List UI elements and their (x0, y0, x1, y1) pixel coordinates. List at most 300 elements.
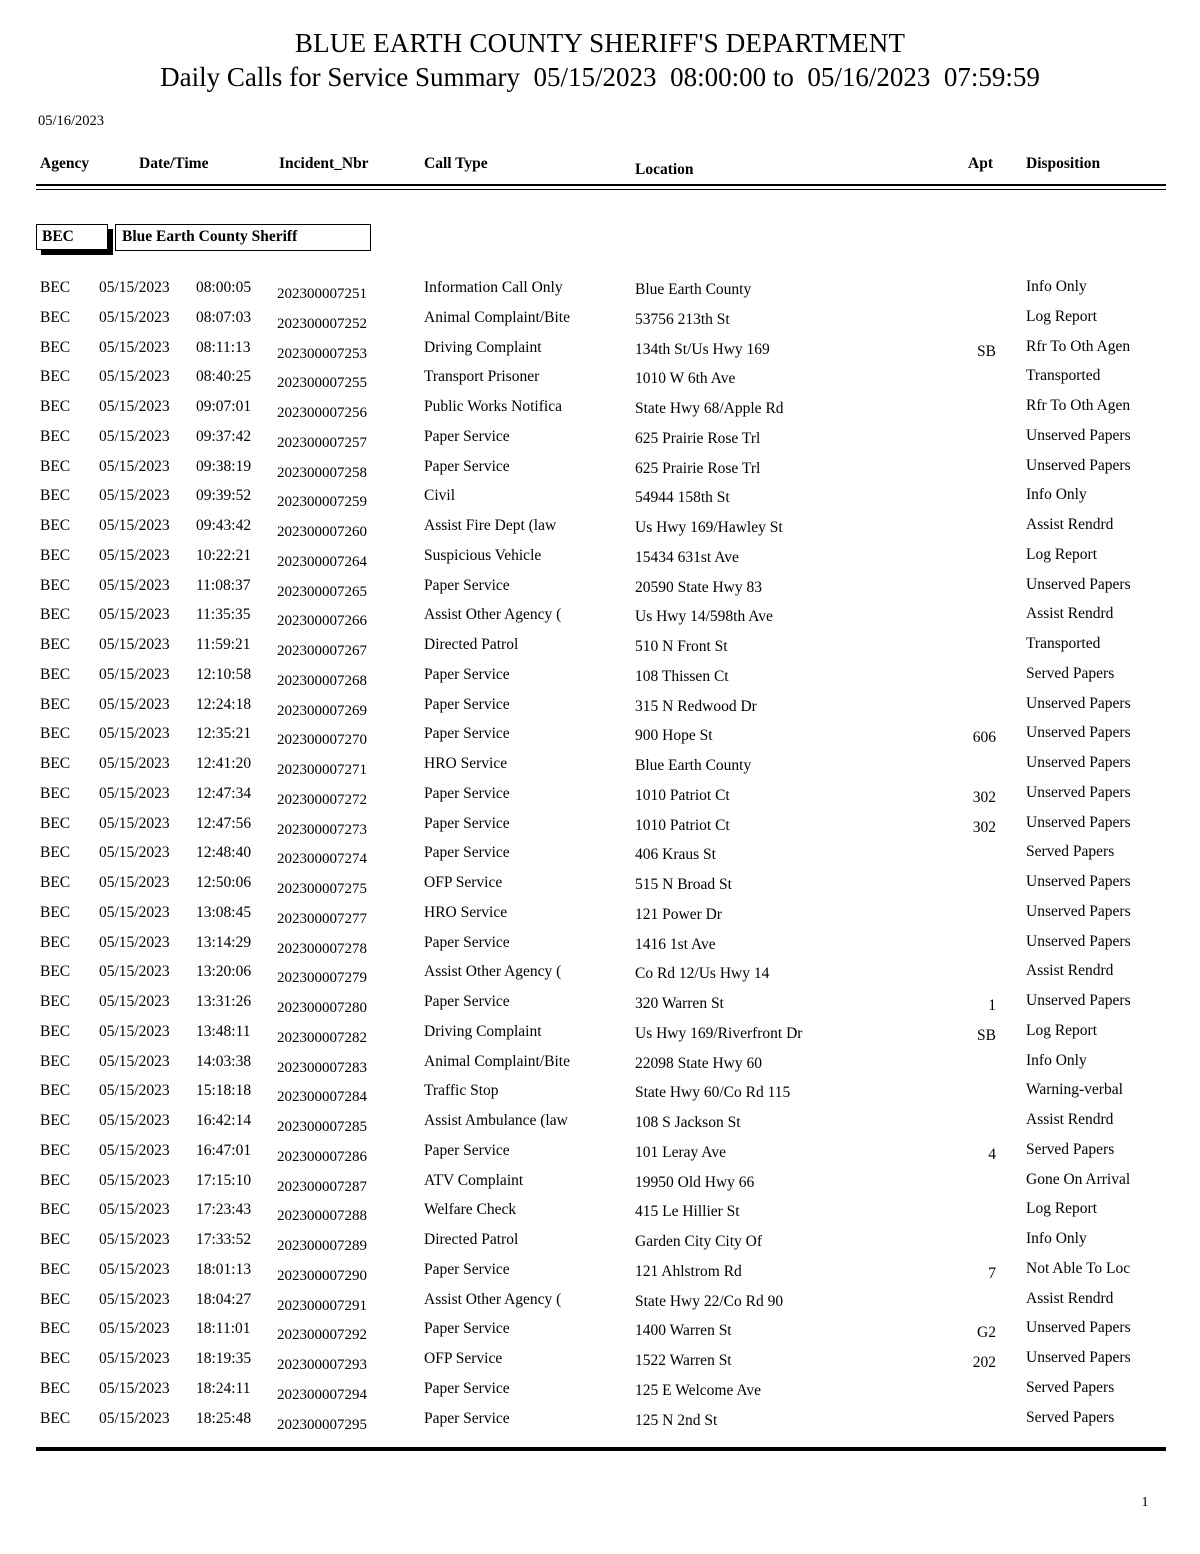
cell-location: 406 Kraus St (635, 846, 716, 864)
table-row (0, 1259, 1200, 1289)
cell-call-type: Assist Other Agency ( (424, 1290, 562, 1308)
cell-call-type: ATV Complaint (424, 1171, 524, 1189)
cell-time: 15:18:18 (196, 1082, 252, 1100)
cell-date: 05/15/2023 (99, 487, 170, 505)
cell-time: 12:47:56 (196, 814, 252, 832)
cell-location: 1522 Warren St (635, 1352, 732, 1369)
cell-agency: BEC (40, 606, 71, 624)
cell-time: 11:08:37 (196, 576, 251, 594)
column-header-agency: Agency (40, 155, 90, 172)
cell-call-type: Driving Complaint (424, 338, 542, 356)
cell-incident-nbr: 202300007270 (277, 732, 367, 749)
cell-time: 18:04:27 (196, 1290, 252, 1308)
cell-agency: BEC (40, 546, 71, 564)
cell-call-type: Directed Patrol (424, 636, 519, 653)
cell-location: 1400 Warren St (635, 1322, 732, 1340)
column-header-disposition: Disposition (1026, 155, 1101, 172)
cell-disposition: Info Only (1026, 1051, 1087, 1069)
cell-location: 108 S Jackson St (635, 1114, 741, 1131)
cell-disposition: Assist Rendrd (1026, 516, 1114, 533)
cell-call-type: Paper Service (424, 1141, 510, 1159)
cell-call-type: Paper Service (424, 993, 510, 1010)
cell-disposition: Served Papers (1026, 1378, 1115, 1396)
range-end-time: 07:59:59 (943, 62, 1040, 92)
cell-apt: 7 (988, 1264, 996, 1282)
cell-location: 121 Power Dr (635, 905, 722, 923)
cell-disposition: Log Report (1026, 1021, 1098, 1039)
cell-apt: 1 (988, 997, 996, 1014)
cell-agency: BEC (40, 338, 71, 356)
cell-call-type: HRO Service (424, 903, 508, 921)
cell-time: 14:03:38 (196, 1052, 252, 1070)
cell-call-type: Traffic Stop (424, 1082, 499, 1100)
cell-time: 09:39:52 (196, 487, 252, 505)
agency-code-box (36, 224, 108, 250)
cell-location: 53756 213th St (635, 310, 730, 328)
cell-date: 05/15/2023 (99, 1350, 170, 1367)
table-row (0, 1408, 1200, 1438)
cell-time: 09:38:19 (196, 457, 252, 475)
cell-agency: BEC (40, 784, 71, 802)
cell-incident-nbr: 202300007268 (277, 672, 367, 689)
cell-disposition: Unserved Papers (1026, 813, 1131, 831)
cell-location: 515 N Broad St (635, 876, 732, 893)
cell-time: 12:35:21 (196, 725, 252, 743)
range-separator: to (772, 62, 794, 92)
column-header-incident-nbr: Incident_Nbr (279, 155, 369, 172)
cell-call-type: Paper Service (424, 1320, 510, 1338)
cell-agency: BEC (40, 1201, 71, 1219)
cell-date: 05/15/2023 (99, 963, 170, 981)
cell-incident-nbr: 202300007257 (277, 434, 367, 451)
cell-time: 18:19:35 (196, 1350, 252, 1367)
column-header-apt: Apt (968, 155, 993, 172)
cell-apt: G2 (977, 1324, 996, 1342)
table-row (0, 456, 1200, 486)
cell-disposition: Unserved Papers (1026, 694, 1131, 712)
table-row (0, 1378, 1200, 1408)
cell-incident-nbr: 202300007279 (277, 970, 367, 987)
cell-disposition: Log Report (1026, 307, 1098, 325)
cell-location: 125 E Welcome Ave (635, 1381, 762, 1399)
cell-date: 05/15/2023 (99, 903, 170, 921)
cell-date: 05/15/2023 (99, 933, 170, 951)
cell-location: 315 N Redwood Dr (635, 697, 757, 715)
footer-divider-rule (36, 1447, 1166, 1451)
cell-incident-nbr: 202300007283 (277, 1059, 367, 1076)
cell-date: 05/15/2023 (99, 427, 170, 445)
cell-location: 19950 Old Hwy 66 (635, 1173, 755, 1191)
cell-date: 05/15/2023 (99, 1052, 170, 1070)
cell-disposition: Rfr To Oth Agen (1026, 337, 1131, 355)
cell-apt: 202 (972, 1354, 996, 1371)
cell-location: Us Hwy 14/598th Ave (635, 608, 773, 626)
cell-disposition: Unserved Papers (1026, 902, 1131, 920)
table-row (0, 991, 1200, 1021)
cell-call-type: Paper Service (424, 725, 510, 743)
cell-location: State Hwy 60/Co Rd 115 (635, 1084, 791, 1102)
cell-agency: BEC (40, 1052, 71, 1070)
cell-agency: BEC (40, 1141, 71, 1159)
cell-agency: BEC (40, 1290, 71, 1308)
cell-agency: BEC (40, 1082, 71, 1100)
table-row (0, 842, 1200, 872)
table-row (0, 1289, 1200, 1319)
table-row (0, 694, 1200, 724)
cell-agency: BEC (40, 755, 71, 772)
cell-disposition: Unserved Papers (1026, 873, 1131, 890)
cell-date: 05/15/2023 (99, 1171, 170, 1189)
cell-incident-nbr: 202300007265 (277, 583, 367, 600)
cell-location: Us Hwy 169/Hawley St (635, 519, 783, 536)
table-row (0, 337, 1200, 367)
cell-location: 1010 W 6th Ave (635, 370, 736, 388)
cell-call-type: Animal Complaint/Bite (424, 308, 570, 326)
table-row (0, 307, 1200, 337)
cell-incident-nbr: 202300007259 (277, 494, 367, 511)
cell-date: 05/15/2023 (99, 874, 170, 891)
cell-time: 08:40:25 (196, 368, 252, 386)
cell-disposition: Unserved Papers (1026, 754, 1131, 771)
cell-location: 101 Leray Ave (635, 1143, 726, 1161)
cell-agency: BEC (40, 517, 71, 534)
cell-location: 415 Le Hillier St (635, 1203, 740, 1221)
cell-call-type: Paper Service (424, 933, 510, 951)
table-row (0, 634, 1200, 664)
cell-call-type: Paper Service (424, 1409, 510, 1427)
cell-date: 05/15/2023 (99, 1320, 170, 1338)
cell-incident-nbr: 202300007291 (277, 1297, 367, 1314)
cell-agency: BEC (40, 1350, 71, 1367)
cell-incident-nbr: 202300007258 (277, 464, 367, 481)
cell-date: 05/15/2023 (99, 398, 170, 415)
cell-location: 320 Warren St (635, 995, 724, 1012)
table-row (0, 1229, 1200, 1259)
cell-location: 121 Ahlstrom Rd (635, 1262, 742, 1280)
cell-incident-nbr: 202300007280 (277, 1000, 367, 1016)
agency-name-label: Blue Earth County Sheriff (122, 228, 298, 245)
cell-disposition: Unserved Papers (1026, 932, 1131, 950)
cell-time: 08:11:13 (196, 338, 251, 356)
cell-call-type: Information Call Only (424, 279, 563, 296)
cell-disposition: Gone On Arrival (1026, 1170, 1131, 1188)
cell-incident-nbr: 202300007253 (277, 345, 367, 362)
cell-agency: BEC (40, 1171, 71, 1189)
cell-agency: BEC (40, 874, 71, 891)
cell-time: 13:20:06 (196, 963, 252, 981)
cell-agency: BEC (40, 1112, 71, 1129)
cell-agency: BEC (40, 487, 71, 505)
cell-apt: 302 (972, 788, 996, 806)
cell-time: 17:23:43 (196, 1201, 252, 1219)
cell-location: Blue Earth County (635, 281, 752, 298)
cell-incident-nbr: 202300007278 (277, 940, 367, 957)
cell-time: 11:35:35 (196, 606, 251, 624)
cell-incident-nbr: 202300007255 (277, 375, 367, 392)
cell-call-type: Welfare Check (424, 1201, 517, 1219)
cell-incident-nbr: 202300007251 (277, 286, 367, 302)
cell-location: 20590 State Hwy 83 (635, 578, 763, 596)
column-header-datetime: Date/Time (139, 155, 209, 172)
cell-call-type: Assist Other Agency ( (424, 963, 562, 981)
cell-call-type: Paper Service (424, 814, 510, 832)
cell-incident-nbr: 202300007286 (277, 1148, 367, 1165)
column-header-call-type: Call Type (424, 155, 488, 172)
table-row (0, 515, 1200, 545)
table-row (0, 664, 1200, 694)
cell-time: 18:24:11 (196, 1379, 251, 1397)
table-row (0, 1318, 1200, 1348)
cell-incident-nbr: 202300007277 (277, 910, 367, 927)
cell-agency: BEC (40, 368, 71, 386)
cell-date: 05/15/2023 (99, 725, 170, 743)
agency-name-box (115, 224, 371, 251)
cell-date: 05/15/2023 (99, 695, 170, 713)
cell-agency: BEC (40, 308, 71, 326)
cell-location: 1010 Patriot Ct (635, 786, 730, 804)
cell-agency: BEC (40, 576, 71, 594)
cell-disposition: Unserved Papers (1026, 426, 1131, 444)
cell-time: 08:07:03 (196, 308, 252, 326)
cell-call-type: Paper Service (424, 665, 510, 683)
cell-incident-nbr: 202300007272 (277, 791, 367, 808)
cell-incident-nbr: 202300007294 (277, 1386, 367, 1403)
cell-location: 1010 Patriot Ct (635, 816, 730, 834)
cell-incident-nbr: 202300007274 (277, 851, 367, 868)
cell-call-type: Animal Complaint/Bite (424, 1052, 570, 1070)
cell-agency: BEC (40, 636, 71, 653)
cell-apt: 4 (988, 1145, 996, 1163)
table-row (0, 1080, 1200, 1110)
cell-date: 05/15/2023 (99, 576, 170, 594)
cell-apt: 606 (972, 729, 996, 747)
cell-agency: BEC (40, 398, 71, 415)
report-title: BLUE EARTH COUNTY SHERIFF'S DEPARTMENT (294, 28, 906, 58)
cell-incident-nbr: 202300007256 (277, 405, 367, 421)
cell-disposition: Served Papers (1026, 1140, 1115, 1158)
cell-date: 05/15/2023 (99, 308, 170, 326)
cell-call-type: Paper Service (424, 784, 510, 802)
cell-agency: BEC (40, 903, 71, 921)
cell-call-type: Paper Service (424, 427, 510, 445)
cell-disposition: Served Papers (1026, 1408, 1115, 1426)
cell-time: 16:47:01 (196, 1141, 252, 1159)
cell-call-type: Directed Patrol (424, 1231, 519, 1248)
cell-date: 05/15/2023 (99, 1290, 170, 1308)
cell-disposition: Unserved Papers (1026, 724, 1131, 742)
cell-disposition: Not Able To Loc (1026, 1259, 1131, 1277)
cell-time: 17:15:10 (196, 1171, 252, 1189)
table-row (0, 783, 1200, 813)
cell-call-type: Suspicious Vehicle (424, 546, 542, 564)
cell-time: 12:10:58 (196, 665, 252, 683)
cell-time: 09:37:42 (196, 427, 252, 445)
cell-call-type: Driving Complaint (424, 1022, 542, 1040)
table-row (0, 485, 1200, 515)
cell-disposition: Transported (1026, 635, 1101, 652)
cell-disposition: Unserved Papers (1026, 456, 1131, 474)
cell-date: 05/15/2023 (99, 993, 170, 1010)
cell-incident-nbr: 202300007284 (277, 1089, 367, 1106)
cell-call-type: Assist Ambulance (law (424, 1112, 568, 1129)
cell-location: 22098 State Hwy 60 (635, 1054, 763, 1072)
cell-incident-nbr: 202300007267 (277, 643, 367, 659)
cell-date: 05/15/2023 (99, 606, 170, 624)
cell-incident-nbr: 202300007295 (277, 1416, 367, 1433)
table-row (0, 1199, 1200, 1229)
cell-incident-nbr: 202300007264 (277, 553, 367, 570)
table-row (0, 426, 1200, 456)
cell-disposition: Rfr To Oth Agen (1026, 397, 1131, 414)
cell-date: 05/15/2023 (99, 1231, 170, 1248)
cell-date: 05/15/2023 (99, 368, 170, 386)
cell-call-type: OFP Service (424, 1350, 503, 1367)
cell-time: 12:47:34 (196, 784, 252, 802)
cell-agency: BEC (40, 814, 71, 832)
cell-disposition: Unserved Papers (1026, 1319, 1131, 1337)
cell-time: 10:22:21 (196, 546, 252, 564)
cell-incident-nbr: 202300007282 (277, 1029, 367, 1046)
table-row (0, 1140, 1200, 1170)
cell-disposition: Served Papers (1026, 664, 1115, 682)
cell-disposition: Unserved Papers (1026, 783, 1131, 801)
cell-location: 108 Thissen Ct (635, 667, 729, 685)
cell-call-type: OFP Service (424, 874, 503, 891)
cell-disposition: Info Only (1026, 1230, 1087, 1247)
cell-agency: BEC (40, 1320, 71, 1338)
cell-disposition: Unserved Papers (1026, 992, 1131, 1009)
table-row (0, 753, 1200, 783)
cell-location: 1416 1st Ave (635, 935, 716, 953)
table-row (0, 277, 1200, 307)
cell-time: 12:48:40 (196, 844, 252, 862)
cell-location: 54944 158th St (635, 489, 730, 507)
cell-incident-nbr: 202300007285 (277, 1119, 367, 1135)
cell-date: 05/15/2023 (99, 1260, 170, 1278)
cell-time: 08:00:05 (196, 279, 252, 296)
cell-date: 05/15/2023 (99, 755, 170, 772)
cell-agency: BEC (40, 279, 71, 296)
cell-date: 05/15/2023 (99, 338, 170, 356)
cell-disposition: Log Report (1026, 1200, 1098, 1218)
cell-disposition: Transported (1026, 367, 1101, 385)
cell-date: 05/15/2023 (99, 457, 170, 475)
cell-disposition: Log Report (1026, 545, 1098, 563)
cell-disposition: Unserved Papers (1026, 575, 1131, 593)
cell-disposition: Info Only (1026, 278, 1087, 295)
cell-call-type: Public Works Notifica (424, 398, 562, 415)
range-start-time: 08:00:00 (670, 62, 767, 92)
cell-agency: BEC (40, 1022, 71, 1040)
table-row (0, 961, 1200, 991)
range-start-date: 05/15/2023 (533, 62, 657, 92)
cell-agency: BEC (40, 427, 71, 445)
cell-date: 05/15/2023 (99, 1082, 170, 1100)
cell-disposition: Served Papers (1026, 843, 1115, 861)
run-date: 05/16/2023 (38, 113, 105, 129)
table-row (0, 723, 1200, 753)
cell-time: 12:50:06 (196, 874, 252, 891)
cell-call-type: Paper Service (424, 844, 510, 862)
cell-agency: BEC (40, 695, 71, 713)
cell-time: 13:14:29 (196, 933, 252, 951)
cell-location: 900 Hope St (635, 727, 713, 745)
cell-call-type: Assist Fire Dept (law (424, 517, 557, 534)
cell-incident-nbr: 202300007273 (277, 821, 367, 838)
cell-call-type: Paper Service (424, 1260, 510, 1278)
cell-agency: BEC (40, 1260, 71, 1278)
cell-agency: BEC (40, 725, 71, 743)
cell-time: 18:01:13 (196, 1260, 252, 1278)
cell-agency: BEC (40, 1409, 71, 1427)
cell-disposition: Assist Rendrd (1026, 605, 1114, 623)
cell-incident-nbr: 202300007269 (277, 702, 367, 719)
cell-location: 134th St/Us Hwy 169 (635, 340, 770, 358)
cell-time: 13:31:26 (196, 993, 252, 1010)
table-row (0, 1051, 1200, 1081)
cell-time: 12:41:20 (196, 755, 252, 772)
table-row (0, 932, 1200, 962)
cell-date: 05/15/2023 (99, 546, 170, 564)
cell-agency: BEC (40, 993, 71, 1010)
cell-call-type: Paper Service (424, 1379, 510, 1397)
cell-time: 18:11:01 (196, 1320, 251, 1338)
cell-date: 05/15/2023 (99, 1112, 170, 1129)
cell-location: 625 Prairie Rose Trl (635, 429, 761, 447)
cell-incident-nbr: 202300007292 (277, 1327, 367, 1344)
cell-date: 05/15/2023 (99, 784, 170, 802)
table-row (0, 813, 1200, 843)
column-header-location: Location (635, 161, 694, 178)
cell-location: Co Rd 12/Us Hwy 14 (635, 965, 770, 983)
cell-time: 09:07:01 (196, 398, 252, 415)
cell-location: State Hwy 22/Co Rd 90 (635, 1292, 784, 1310)
cell-incident-nbr: 202300007293 (277, 1357, 367, 1373)
cell-time: 13:48:11 (196, 1022, 251, 1040)
cell-time: 11:59:21 (196, 636, 251, 653)
cell-call-type: Paper Service (424, 695, 510, 713)
subtitle-prefix: Daily Calls for Service Summary (160, 62, 521, 92)
cell-incident-nbr: 202300007252 (277, 315, 367, 332)
cell-time: 18:25:48 (196, 1409, 252, 1427)
cell-date: 05/15/2023 (99, 1141, 170, 1159)
cell-agency: BEC (40, 1231, 71, 1248)
page-number: 1 (1141, 1495, 1149, 1510)
cell-date: 05/15/2023 (99, 1379, 170, 1397)
cell-apt: SB (977, 342, 996, 360)
cell-disposition: Assist Rendrd (1026, 1111, 1114, 1128)
cell-call-type: HRO Service (424, 755, 508, 772)
range-end-date: 05/16/2023 (807, 62, 931, 92)
cell-call-type: Paper Service (424, 457, 510, 475)
cell-disposition: Unserved Papers (1026, 1349, 1131, 1366)
cell-incident-nbr: 202300007271 (277, 762, 367, 778)
cell-date: 05/15/2023 (99, 665, 170, 683)
cell-incident-nbr: 202300007266 (277, 613, 367, 630)
cell-incident-nbr: 202300007290 (277, 1267, 367, 1284)
cell-location: 125 N 2nd St (635, 1411, 718, 1429)
cell-call-type: Paper Service (424, 576, 510, 594)
table-row (0, 604, 1200, 634)
cell-time: 09:43:42 (196, 517, 252, 534)
cell-apt: 302 (972, 818, 996, 836)
cell-incident-nbr: 202300007289 (277, 1238, 367, 1254)
table-row (0, 1348, 1200, 1378)
cell-location: Us Hwy 169/Riverfront Dr (635, 1024, 803, 1042)
cell-apt: SB (977, 1026, 996, 1044)
cell-location: Blue Earth County (635, 757, 752, 774)
cell-call-type: Assist Other Agency ( (424, 606, 562, 624)
